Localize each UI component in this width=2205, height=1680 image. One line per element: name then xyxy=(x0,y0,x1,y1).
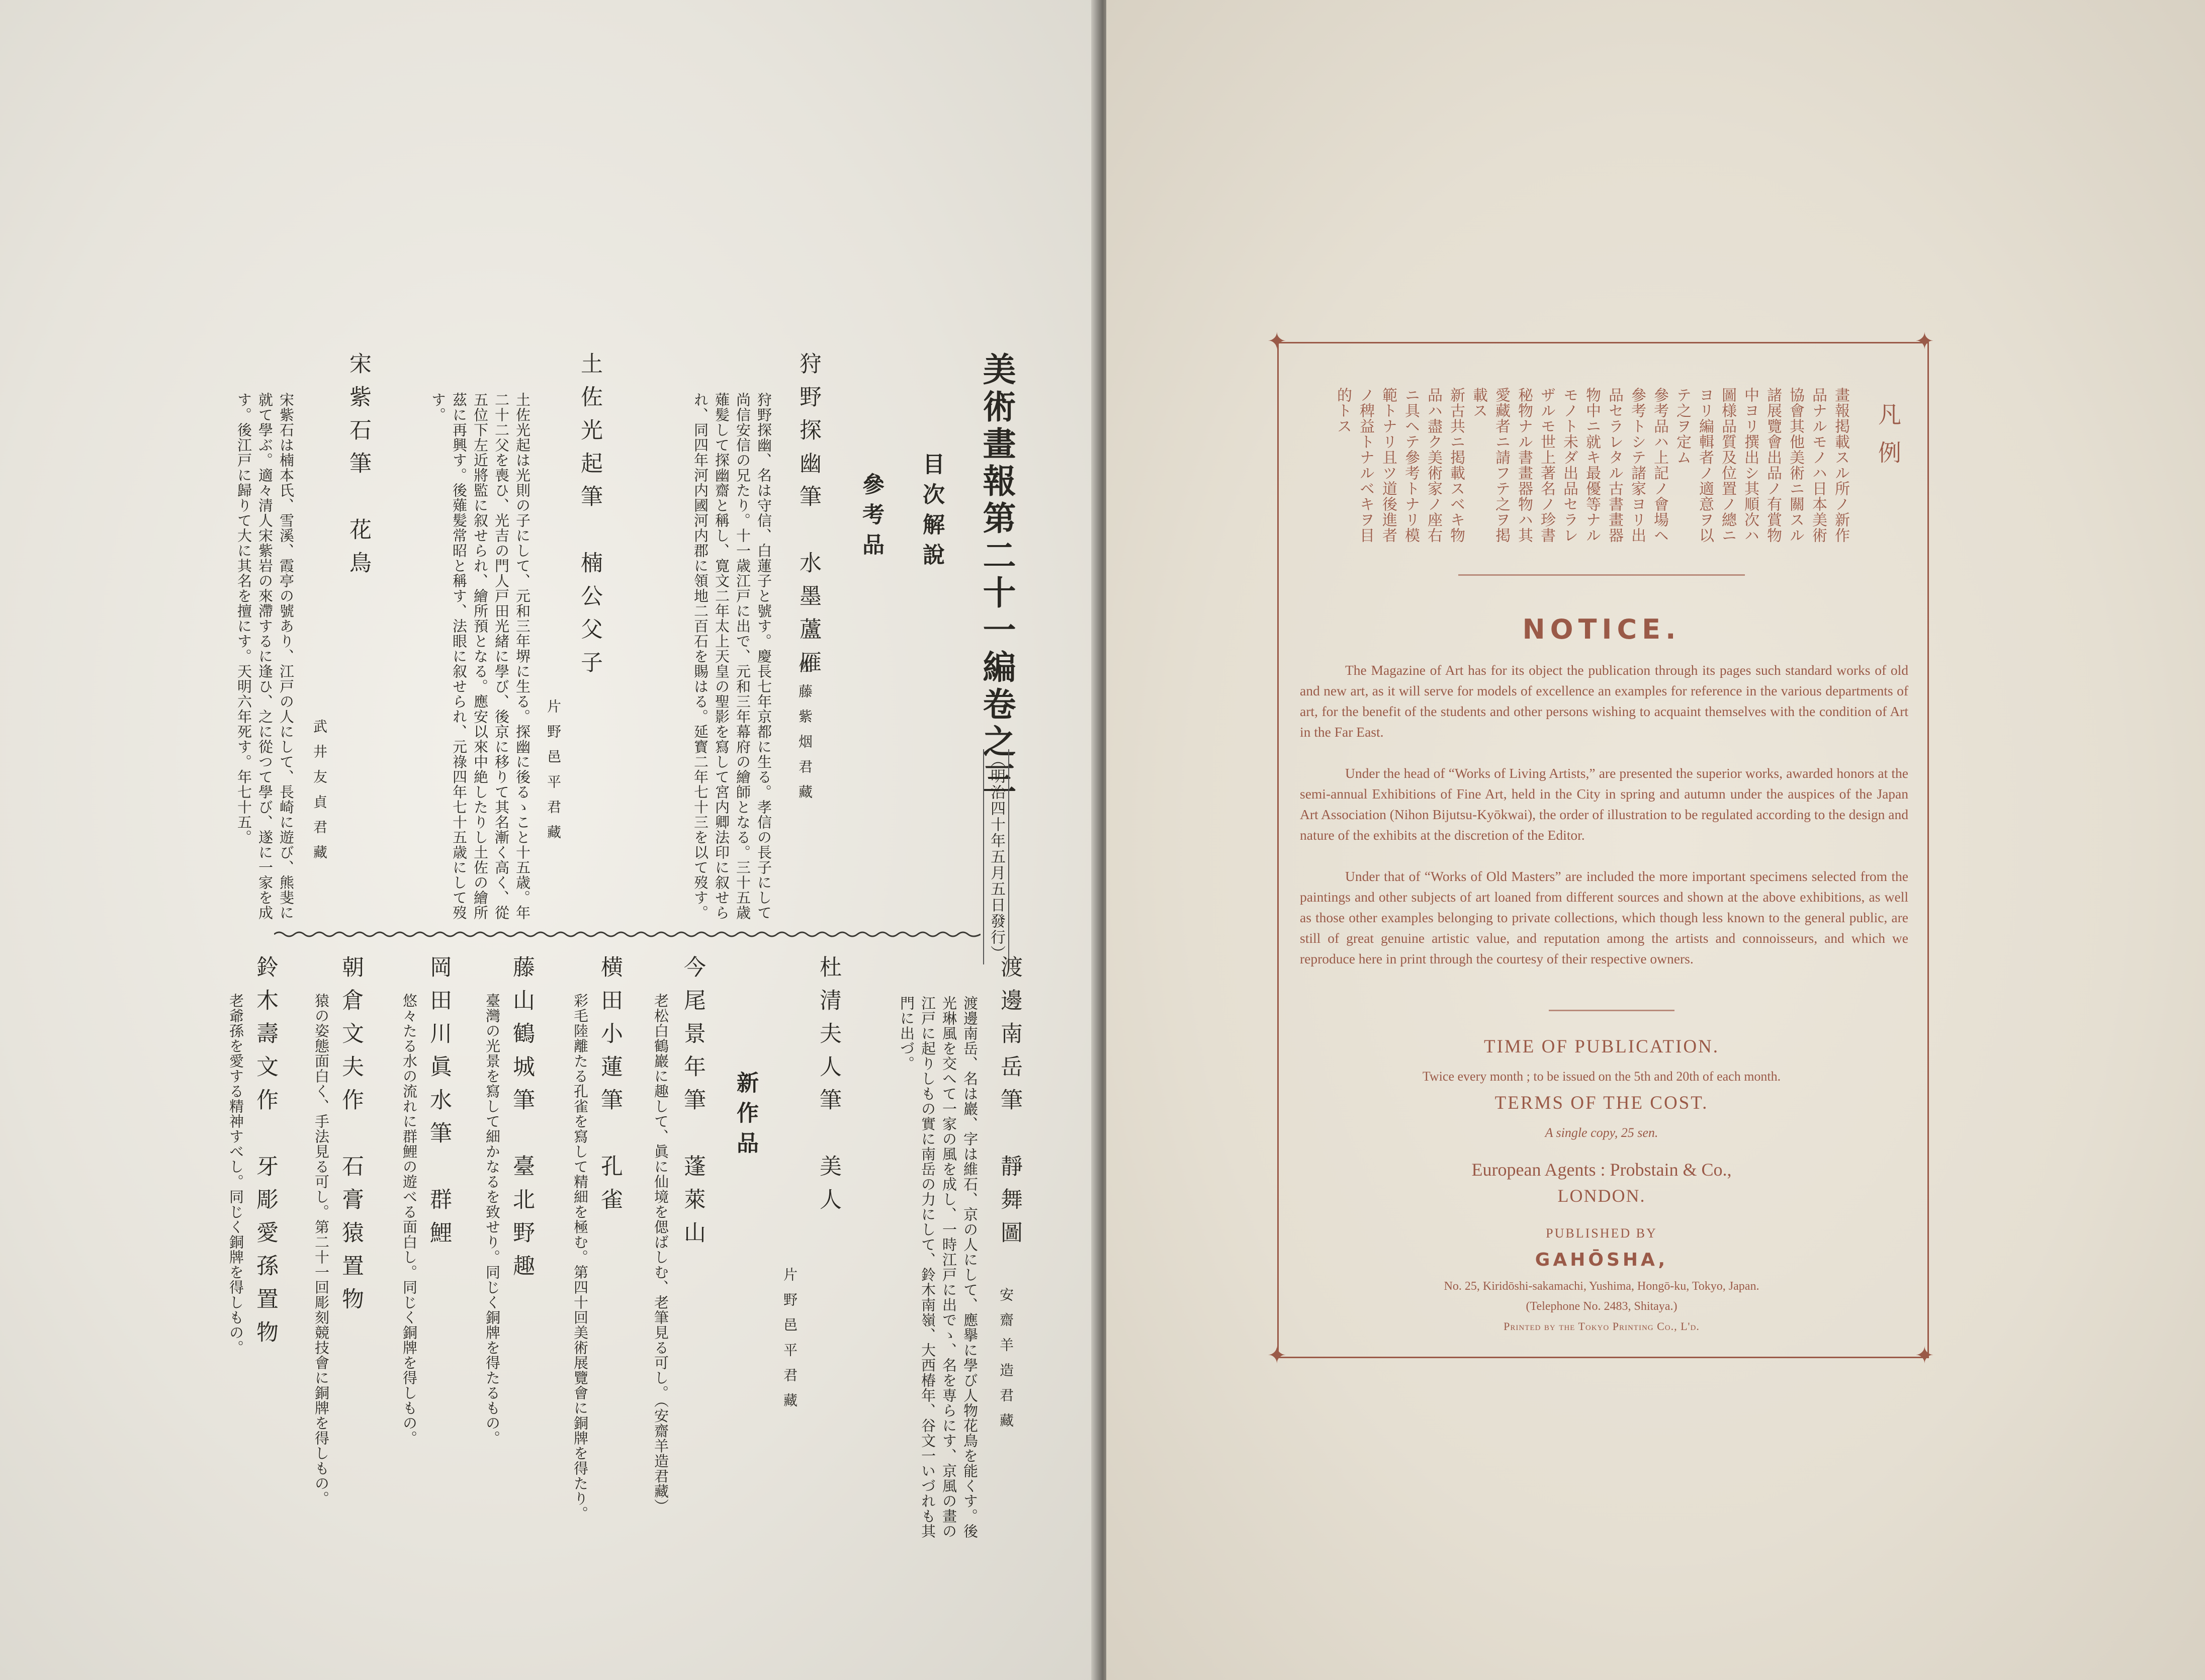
hanrei-line: 中ヨリ撰出シ其順次ハ xyxy=(1741,387,1759,543)
new-works-heading: 新作品 xyxy=(733,1071,758,1162)
publication-date-note: （明治四十年五月五日發行） xyxy=(983,749,1009,964)
reference-work-description: 宋紫石は楠本氏、雪溪、霞亭の號あり、江戸の人にして、長崎に遊び、熊斐に就て學ぶ。適々清人宋紫岩の來滯するに逢ひ、之に從つて學び、遂に一家を成す。後江戸に歸りて大に其名を擅にす。天明六年死す。年七十五。 xyxy=(235,392,295,920)
reference-work-description: 狩野探幽、名は守信、白蓮子と號す。慶長七年京都に生る。孝信の長子にして尚信安信の兄たり。十一歳江戸に出で、元和三年幕府の繪師となる。三十五歳薙髪して探幽齋と稱し、寛文二年太上天皇の聖影を寫して宮内卿法印に叙せられ、同四年河内國河内郡に領地二百石を賜はる。延寳二年七十三を以て歿す。 xyxy=(692,392,772,920)
right-page xyxy=(1106,0,2205,1680)
reference-work-credit: 武井友貞君藏 xyxy=(311,719,328,870)
hanrei-line: 品ハ盡ク美術家ノ座右 xyxy=(1425,387,1442,543)
new-work-title: 鈴木壽文作 牙彫愛孫置物 xyxy=(252,955,278,1354)
frame-corner-ornament: ✦ xyxy=(1267,1342,1287,1369)
frame-corner-ornament: ✦ xyxy=(1267,327,1287,355)
new-work-credit: 安齋羊造君藏 xyxy=(998,1287,1014,1438)
new-work-description: 猿の姿態面白く、手法見る可し。第二十一回彫刻競技會に銅牌を得しもの。 xyxy=(313,993,330,1506)
hanrei-line: ヨリ編輯者ノ適意ヲ以 xyxy=(1696,387,1714,543)
new-work-title: 藤山鶴城筆 臺北野趣 xyxy=(509,955,535,1287)
notice-paragraph: Under the head of “Works of Living Artists,” are presented the superior works, awarded honors at the semi-annual Exhibitions of Fine Art, held in the City in spring and autumn under the auspices of the Japan Art Association (Nihon Bijutsu-Kyōkwai), the order of illustration to be regulated according to the design and nature of the exhibits at the discretion of the Editor. xyxy=(1300,765,1908,843)
hanrei-line: 愛藏者ニ請フテ之ヲ掲 xyxy=(1492,387,1510,543)
reference-heading: 參考品 xyxy=(858,473,884,563)
time-of-publication-text: Twice every month ; to be issued on the 5th and 20th of each month. xyxy=(1422,1069,1781,1084)
frame-corner-ornament: ✦ xyxy=(1915,327,1934,355)
new-work-title: 岡田川眞水筆 群鯉 xyxy=(426,955,452,1254)
hanrei-line: 物中ニ就キ最優等ナル xyxy=(1583,387,1601,543)
hanrei-line: 諸展覽會出品ノ有賞物 xyxy=(1764,387,1782,543)
agents-city: LONDON. xyxy=(1557,1186,1646,1206)
hanrei-line: モノト未ダ出品セラレ xyxy=(1560,387,1578,543)
new-work-description: 老松白鶴巖に趣して、眞に仙境を偲ばしむ、老筆見る可し。（安齋羊造君藏） xyxy=(652,993,669,1514)
new-work-description: 彩毛陸離たる孔雀を寫して精細を極む。第四十回美術展覽會に銅牌を得たり。 xyxy=(572,993,589,1521)
section-divider xyxy=(274,930,981,938)
frame-corner-ornament: ✦ xyxy=(1915,1342,1934,1369)
hanrei-line: 新古共ニ掲載スベキ物 xyxy=(1447,387,1465,543)
magazine-title: 美術畫報第二十一編卷之三 xyxy=(977,352,1016,799)
publisher-telephone: (Telephone No. 2483, Shitaya.) xyxy=(1526,1300,1678,1313)
new-work-title: 朝倉文夫作 石膏猿置物 xyxy=(338,955,364,1320)
ornamental-rule xyxy=(1458,574,1745,576)
hanrei-line: 圖様品質及位置ノ總ニ xyxy=(1719,387,1736,543)
reference-work-title: 宋紫石筆 花鳥 xyxy=(345,352,371,584)
hanrei-line: 協會其他美術ニ關スル xyxy=(1787,387,1804,543)
toc-heading: 目次解說 xyxy=(919,453,944,573)
reference-work-title: 土佐光起筆 楠公父子 xyxy=(577,352,602,684)
hanrei-line: 品ナルモノハ日本美術 xyxy=(1809,387,1827,543)
hanrei-line: ニ具ヘテ參考トナリ模 xyxy=(1402,387,1420,543)
hanrei-line: ザルモ世上著名ノ珍書 xyxy=(1538,387,1555,543)
hanrei-line: ノ稗益トナルベキヲ目 xyxy=(1357,387,1374,543)
new-work-description: 老爺孫を愛する精神すべし。同じく銅牌を得しもの。 xyxy=(227,993,244,1355)
left-page xyxy=(0,0,1099,1680)
reference-work-credit: 片野邑平君藏 xyxy=(545,699,562,850)
terms-of-cost-text: A single copy, 25 sen. xyxy=(1545,1125,1658,1140)
notice-paragraph: The Magazine of Art has for its object the publication through its pages such standard works of old and new art, as it will serve for models of excellence an examples for reference in the various departments of art, for the benefit of the students and other persons wishing to acquaint themselves with the condition of Art in the Far East. xyxy=(1300,662,1908,740)
new-work-description: 臺灣の光景を寫して細かなるを致せり。同じく銅牌を得たるもの。 xyxy=(484,993,501,1446)
hanrei-line: 範トナリ且ツ道後進者 xyxy=(1379,387,1397,543)
reference-work-title: 狩野探幽筆 水墨蘆雁 xyxy=(796,352,821,684)
publisher-address: No. 25, Kiridōshi-sakamachi, Yushima, Hongō-ku, Tokyo, Japan. xyxy=(1444,1280,1759,1293)
hanrei-heading: 凡例 xyxy=(1875,402,1902,479)
european-agents: European Agents : Probstain & Co., xyxy=(1471,1160,1732,1180)
reference-work-credit: 佐藤紫烟君藏 xyxy=(797,659,813,810)
publisher-name: GAHŌSHA, xyxy=(1535,1250,1668,1270)
new-work-title: 横田小蓮筆 孔雀 xyxy=(597,955,623,1221)
hanrei-line: 畫報掲載スル所ノ新作 xyxy=(1832,387,1849,543)
new-work-title: 杜清夫人筆 美人 xyxy=(816,955,841,1221)
notice-paragraph: Under that of “Works of Old Masters” are included the more important specimens selected from the paintings and other subjects of art loaned from different sources and shown at the above exhibitions, as well as those other examples belonging to private collections, which though less known to the general public, are still of great genuine artistic value, and reputation among the artists and connoisseurs, and which we reproduce here in print through the courtesy of their respective owners. xyxy=(1300,868,1908,966)
hanrei-line: 載ス xyxy=(1470,387,1487,418)
reference-work-description: 土佐光起は光則の子にして、元和三年堺に生る。探幽に後るゝこと十五歳。年二十二父を喪ひ、光吉の門人戸田光緒に學び、後京に移りて其名漸く高く、從五位下左近將監に叙せられ、繪所預となる。應安以來中絶したりし土佐の繪所茲に再興す。後薙髪常昭と稱す、法眼に叙せられ、元祿四年七十五歳にして歿す。 xyxy=(429,392,531,920)
hanrei-line: 品セラレタル古書畫器 xyxy=(1606,387,1623,543)
notice-title: NOTICE. xyxy=(1522,613,1681,645)
hanrei-line: 參考トシテ諸家ヨリ出 xyxy=(1628,387,1646,543)
published-by-label: PUBLISHED BY xyxy=(1546,1226,1657,1241)
new-work-description: 渡邊南岳、名は巖、字は維石、京の人にして、應擧に學び人物花鳥を能くす。後光琳風を交へて一家の風を成し、一時江戸に出でゝ、名を専らにす、京風の畫の江戸に起りしもの實に南岳の力にして、鈴木南嶺、大西椿年、谷文一いづれも其門に出づ。 xyxy=(898,996,979,1539)
new-work-title: 渡邊南岳筆 靜舞圖 xyxy=(997,955,1022,1254)
new-work-credit: 片野邑平君藏 xyxy=(781,1267,798,1418)
time-of-publication-heading: TIME OF PUBLICATION. xyxy=(1483,1036,1720,1057)
printer-credit: Printed by the Tokyo Printing Co., L'd. xyxy=(1504,1320,1700,1333)
new-work-title: 今尾景年筆 蓬萊山 xyxy=(680,955,705,1254)
hanrei-line: 秘物ナル書畫器物ハ其 xyxy=(1515,387,1533,543)
terms-of-cost-heading: TERMS OF THE COST. xyxy=(1494,1093,1709,1113)
hanrei-line: 參考品ハ上記ノ會場ヘ xyxy=(1651,387,1668,543)
ornamental-rule xyxy=(1549,1010,1674,1011)
new-work-description: 悠々たる水の流れに群鯉の遊べる面白し。同じく銅牌を得しもの。 xyxy=(401,993,418,1446)
hanrei-line: テ之ヲ定ム xyxy=(1673,387,1691,465)
hanrei-line: 的トス xyxy=(1334,387,1352,434)
